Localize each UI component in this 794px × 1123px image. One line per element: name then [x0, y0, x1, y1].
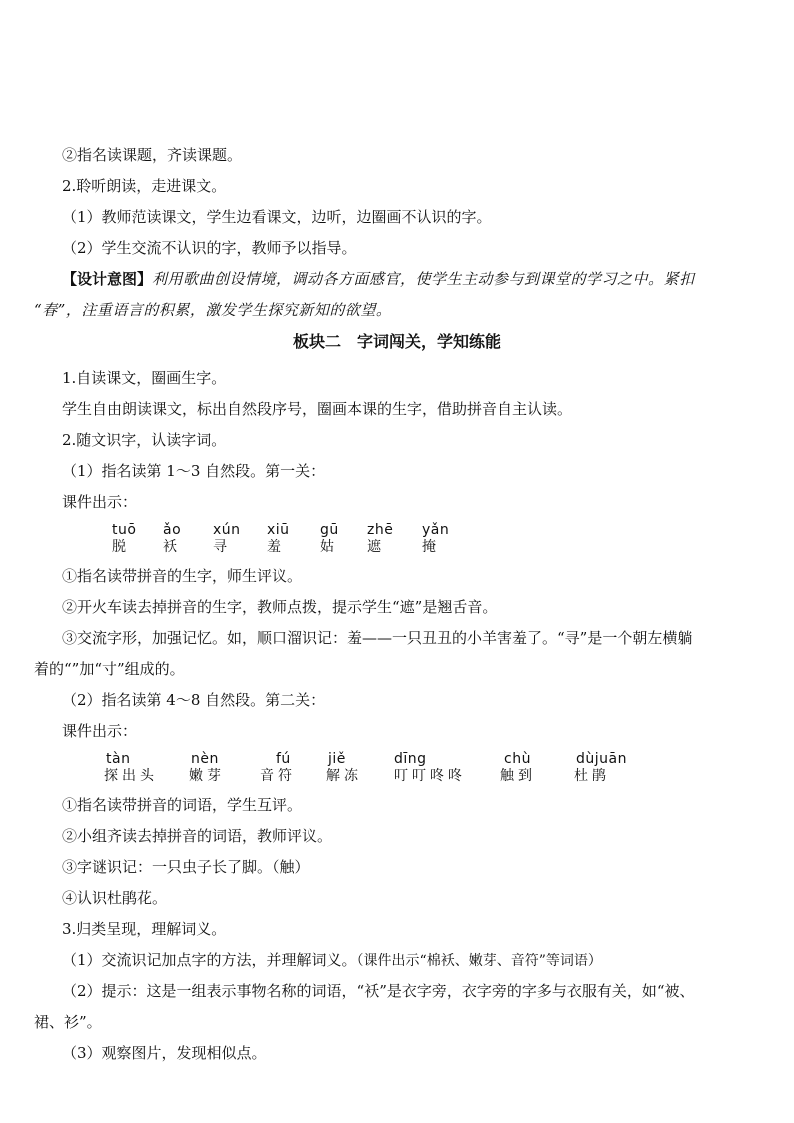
design-intent-line [62, 269, 695, 289]
pinyin-text: xiū [267, 522, 290, 538]
courseware-note: （课件出示“棉袄、嫩芽、音符”等词语） [356, 953, 602, 969]
pinyin-text: zhē [367, 522, 394, 538]
design-intent-label: 【设计意图】 [62, 270, 153, 288]
text-line: 2.聆听朗读，走进课文。 [62, 177, 227, 195]
pinyin-text: dùjuān [576, 751, 627, 767]
pinyin-item [394, 751, 474, 785]
text-line: 2.随文识字，认读字词。 [62, 431, 227, 449]
pinyin-text: xún [213, 522, 241, 538]
hanzi-text: 脱 [112, 539, 130, 555]
text-line: 裙、衫”。 [34, 1013, 102, 1031]
pinyin-text: yǎn [422, 522, 450, 538]
section-heading: 板块二 字词闯关，学知练能 [292, 332, 501, 351]
pinyin-text: dīng [394, 751, 427, 767]
design-intent-continuation: “春”，注重语言的积累，激发学生探究新知的欲望。 [34, 301, 392, 319]
pinyin-item [574, 751, 654, 785]
hanzi-text: 嫩芽 [189, 768, 225, 784]
text-line: ③字谜识记：一只虫子长了脚。（触） [62, 858, 310, 876]
pinyin-item [500, 751, 580, 785]
text-line: ③交流字形，加强记忆。如，顺口溜识记：羞——一只丑丑的小羊害羞了。“寻”是一个朝左横躺 [62, 629, 693, 647]
text-line: ④认识杜鹃花。 [62, 889, 168, 907]
hanzi-text: 袄 [163, 539, 181, 555]
text-line: 着的“”加“寸”组成的。 [34, 660, 185, 678]
text-line: ①指名读带拼音的生字，师生评议。 [62, 567, 303, 585]
pinyin-row-1 [0, 522, 794, 558]
pinyin-text: jiě [328, 751, 346, 767]
pinyin-text: gū [320, 522, 339, 538]
text-line: 3.归类呈现，理解词义。 [62, 920, 227, 938]
hanzi-text: 寻 [213, 539, 231, 555]
text-line: 课件出示： [62, 493, 138, 511]
design-intent-text: 利用歌曲创设情境，调动各方面感官，使学生主动参与到课堂的学习之中。紧扣 [152, 270, 695, 288]
pinyin-text: tuō [112, 522, 137, 538]
text-line: （1）教师范读课文，学生边看课文，边听，边圈画不认识的字。 [62, 208, 492, 226]
text-line: ②指名读课题，齐读课题。 [62, 146, 243, 164]
text-line: （2）指名读第 4～8 自然段。第二关： [62, 691, 326, 709]
pinyin-item [422, 522, 502, 556]
pinyin-text: nèn [191, 751, 219, 767]
hanzi-text: 叮叮咚咚 [394, 768, 466, 784]
pinyin-text: fú [276, 751, 291, 767]
hanzi-text: 遮 [367, 539, 385, 555]
text-line: 学生自由朗读课文，标出自然段序号，圈画本课的生字，借助拼音自主认读。 [62, 400, 573, 418]
text-segment: （1）交流识记加点字的方法，并理解词义。 [62, 951, 357, 969]
text-line: 课件出示： [62, 722, 138, 740]
text-line: （2）提示：这是一组表示事物名称的词语，“袄”是衣字旁，衣字旁的字多与衣服有关，如“被、 [62, 982, 695, 1000]
text-line: ②开火车读去掉拼音的生字，教师点拨，提示学生“遮”是翘舌音。 [62, 598, 498, 616]
hanzi-text: 音符 [260, 768, 296, 784]
text-line: （1）指名读第 1～3 自然段。第一关： [62, 462, 326, 480]
hanzi-text: 姑 [320, 539, 338, 555]
hanzi-text: 杜鹃 [574, 768, 610, 784]
hanzi-text: 触到 [500, 768, 536, 784]
hanzi-text: 解冻 [326, 768, 362, 784]
pinyin-text: chù [504, 751, 531, 767]
pinyin-item [189, 751, 269, 785]
pinyin-text: ǎo [163, 522, 182, 538]
hanzi-text: 羞 [267, 539, 285, 555]
text-line: ②小组齐读去掉拼音的词语，教师评议。 [62, 827, 333, 845]
text-line: 1.自读课文，圈画生字。 [62, 369, 227, 387]
pinyin-text: tàn [106, 751, 131, 767]
text-line: ①指名读带拼音的词语，学生互评。 [62, 796, 303, 814]
hanzi-text: 探出头 [104, 768, 158, 784]
pinyin-item [104, 751, 184, 785]
text-line: （2）学生交流不认识的字，教师予以指导。 [62, 239, 357, 257]
pinyin-row-2 [0, 751, 794, 787]
hanzi-text: 掩 [422, 539, 440, 555]
text-line [62, 950, 602, 971]
text-line: （3）观察图片，发现相似点。 [62, 1044, 267, 1062]
